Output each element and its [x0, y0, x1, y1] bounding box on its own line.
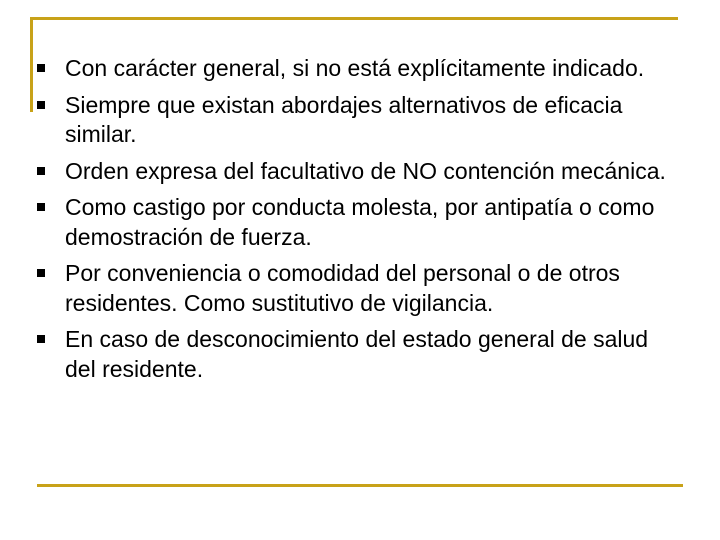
square-bullet-icon	[37, 167, 45, 175]
square-bullet-icon	[37, 203, 45, 211]
list-item-text: Como castigo por conducta molesta, por antipatía o como demostración de fuerza.	[65, 194, 655, 250]
list-item-text: En caso de desconocimiento del estado general de salud del residente.	[65, 326, 649, 382]
list-item	[0, 325, 675, 384]
list-item	[0, 259, 675, 318]
list-item-text: Por conveniencia o comodidad del personal o de otros residentes. Como sustitutivo de vigilancia.	[65, 260, 620, 316]
frame-bottom-line	[37, 484, 683, 487]
square-bullet-icon	[37, 64, 45, 72]
list-item	[0, 54, 675, 84]
frame-top-line	[30, 17, 678, 20]
square-bullet-icon	[37, 101, 45, 109]
square-bullet-icon	[37, 269, 45, 277]
bullet-list	[0, 54, 720, 391]
list-item-text: Siempre que existan abordajes alternativos de eficacia similar.	[65, 91, 623, 147]
list-item	[0, 91, 675, 150]
list-item	[0, 193, 675, 252]
list-item-text: Orden expresa del facultativo de NO contención mecánica.	[65, 157, 666, 184]
list-item	[0, 157, 675, 187]
square-bullet-icon	[37, 335, 45, 343]
list-item-text: Con carácter general, si no está explícitamente indicado.	[65, 55, 645, 81]
